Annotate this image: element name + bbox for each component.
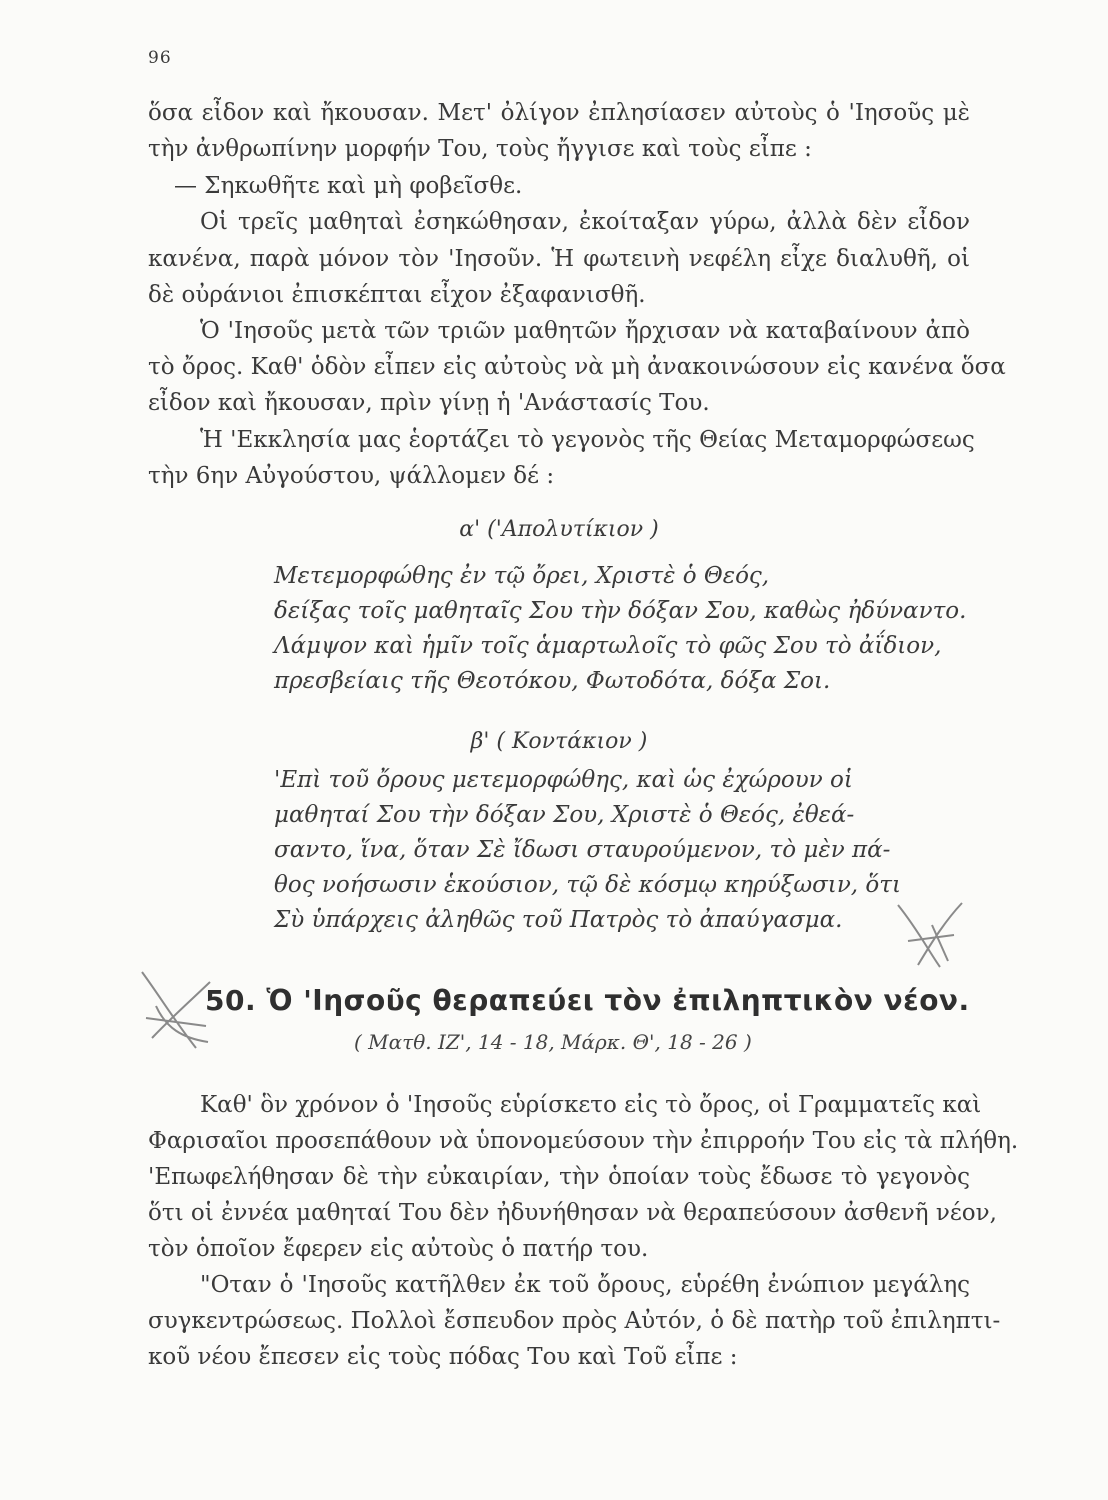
text-line: τὸν ὁποῖον ἔφερεν εἰς αὐτοὺς ὁ πατήρ του.	[148, 1236, 649, 1262]
hymn-line: Λάμψον καὶ ἡμῖν τοῖς ἁμαρτωλοῖς τὸ φῶς Σου τὸ ἀΐδιον,	[274, 633, 942, 659]
text-line: εἶδον καὶ ἤκουσαν, πρὶν γίνῃ ἡ 'Ανάστασίς Του.	[148, 390, 710, 416]
pencil-check-mark-icon	[888, 895, 968, 975]
hymn-line: θος νοήσωσιν ἑκούσιον, τῷ δὲ κόσμῳ κηρύξωσιν, ὅτι	[274, 872, 902, 898]
text-line: ὅσα εἶδον καὶ ἤκουσαν. Μετ' ὀλίγον ἐπλησίασεν αὐτοὺς ὁ 'Ιησοῦς μὲ	[148, 100, 970, 126]
hymn-line: πρεσβείαις τῆς Θεοτόκου, Φωτοδότα, δόξα Σοι.	[274, 668, 831, 694]
text-line: δὲ οὐράνιοι ἐπισκέπται εἶχον ἐξαφανισθῆ.	[148, 282, 646, 308]
scripture-reference: ( Ματθ. ΙΖ', 14 - 18, Μάρκ. Θ', 18 - 26 )	[354, 1030, 752, 1054]
hymn-line: μαθηταί Σου τὴν δόξαν Σου, Χριστὲ ὁ Θεός, ἐθεά-	[274, 802, 855, 828]
text-line: 'Επωφελήθησαν δὲ τὴν εὐκαιρίαν, τὴν ὁποίαν τοὺς ἔδωσε τὸ γεγονὸς	[148, 1164, 970, 1190]
hymn-line: δείξας τοῖς μαθηταῖς Σου τὴν δόξαν Σου, καθὼς ἠδύναντο.	[274, 598, 967, 624]
text-line: Καθ' ὃν χρόνον ὁ 'Ιησοῦς εὑρίσκετο εἰς τὸ ὄρος, οἱ Γραμματεῖς καὶ	[200, 1092, 982, 1118]
hymn-title: α' ('Απολυτίκιον )	[459, 517, 659, 542]
text-line: τὸ ὄρος. Καθ' ὁδὸν εἶπεν εἰς αὐτοὺς νὰ μὴ ἀνακοινώσουν εἰς κανένα ὅσα	[148, 354, 1006, 380]
text-line: τὴν 6ην Αὐγούστου, ψάλλομεν δέ :	[148, 463, 555, 489]
section-heading: 50. Ὁ 'Ιησοῦς θεραπεύει τὸν ἐπιληπτικὸν νέον.	[205, 984, 970, 1017]
text-line: — Σηκωθῆτε καὶ μὴ φοβεῖσθε.	[174, 173, 523, 199]
pencil-check-mark-icon	[136, 968, 216, 1054]
text-line: ὅτι οἱ ἐννέα μαθηταί Του δὲν ἠδυνήθησαν νὰ θεραπεύσουν ἀσθενῆ νέον,	[148, 1200, 997, 1226]
text-line: τὴν ἀνθρωπίνην μορφήν Του, τοὺς ἤγγισε καὶ τοὺς εἶπε :	[148, 136, 812, 162]
text-line: συγκεντρώσεως. Πολλοὶ ἔσπευδον πρὸς Αὐτόν, ὁ δὲ πατὴρ τοῦ ἐπιληπτι-	[148, 1308, 1001, 1334]
text-line: κοῦ νέου ἔπεσεν εἰς τοὺς πόδας Του καὶ Τοῦ εἶπε :	[148, 1344, 738, 1370]
text-line: Οἱ τρεῖς μαθηταὶ ἐσηκώθησαν, ἐκοίταξαν γύρω, ἀλλὰ δὲν εἶδον	[200, 209, 970, 235]
text-line: κανένα, παρὰ μόνον τὸν 'Ιησοῦν. Ἡ φωτεινὴ νεφέλη εἶχε διαλυθῆ, οἱ	[148, 246, 970, 272]
page-number: 96	[148, 48, 172, 68]
text-line: "Οταν ὁ 'Ιησοῦς κατῆλθεν ἐκ τοῦ ὄρους, εὑρέθη ἐνώπιον μεγάλης	[200, 1272, 970, 1298]
hymn-title: β' ( Κοντάκιον )	[470, 729, 648, 754]
hymn-line: σαντο, ἵνα, ὅταν Σὲ ἴδωσι σταυρούμενον, τὸ μὲν πά-	[274, 837, 891, 863]
text-line: Φαρισαῖοι προσεπάθουν νὰ ὑπονομεύσουν τὴν ἐπιρροήν Του εἰς τὰ πλήθη.	[148, 1128, 1019, 1154]
hymn-line: Μετεμορφώθης ἐν τῷ ὄρει, Χριστὲ ὁ Θεός,	[274, 563, 770, 589]
hymn-line: Σὺ ὑπάρχεις ἀληθῶς τοῦ Πατρὸς τὸ ἀπαύγασμα.	[274, 907, 843, 933]
text-line: Ἡ 'Εκκλησία μας ἑορτάζει τὸ γεγονὸς τῆς Θείας Μεταμορφώσεως	[200, 427, 975, 453]
hymn-line: 'Επὶ τοῦ ὄρους μετεμορφώθης, καὶ ὡς ἐχώρουν οἱ	[274, 767, 853, 793]
text-line: Ὁ 'Ιησοῦς μετὰ τῶν τριῶν μαθητῶν ἤρχισαν νὰ καταβαίνουν ἀπὸ	[200, 318, 970, 344]
